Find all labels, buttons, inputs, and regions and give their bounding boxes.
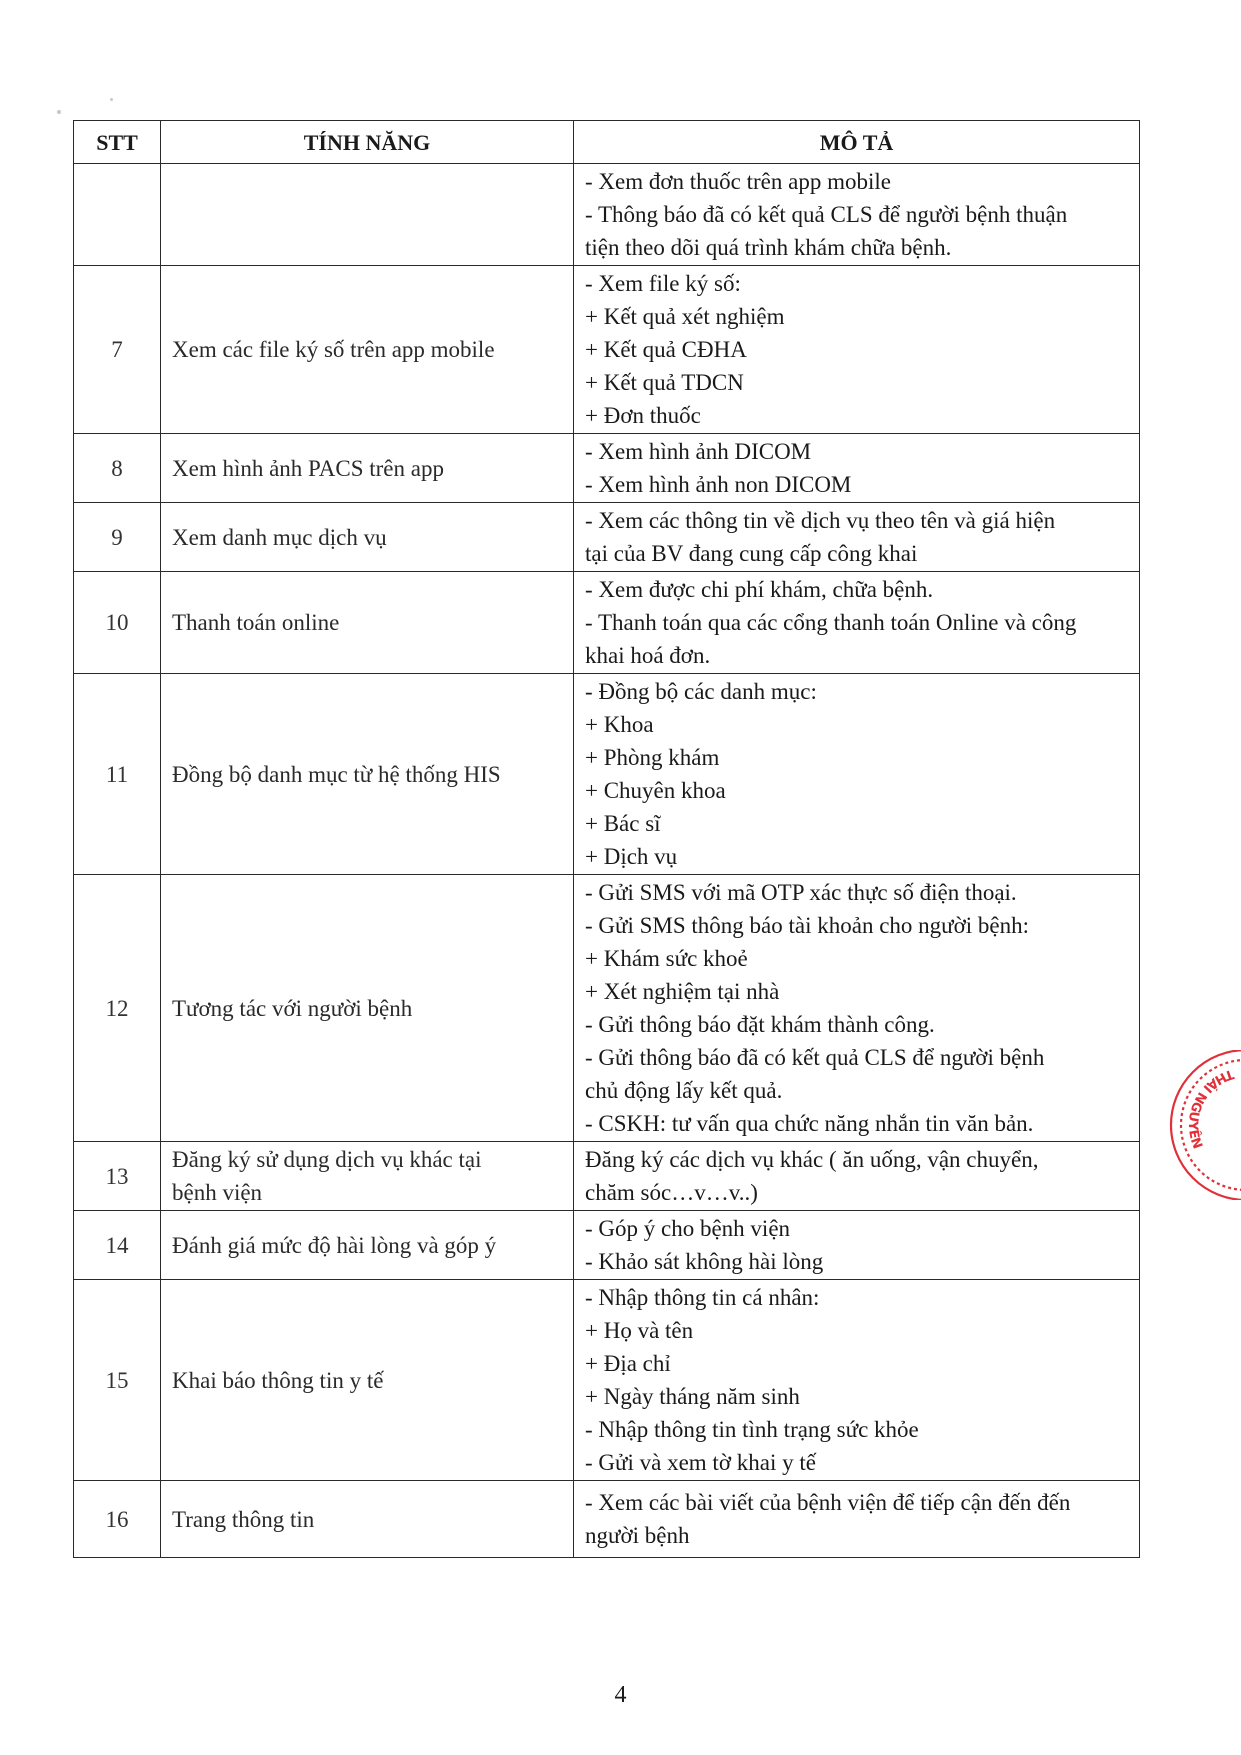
description-line: tiện theo dõi quá trình khám chữa bệnh.	[585, 235, 952, 260]
row-stt: 13	[74, 1142, 161, 1211]
description-line: - Gửi SMS với mã OTP xác thực số điện thoại.	[585, 880, 1017, 905]
row-stt: 10	[74, 572, 161, 674]
table-row	[74, 674, 1140, 875]
description-line: - Thông báo đã có kết quả CLS để người bệnh thuận	[585, 202, 1068, 227]
description-line: + Khoa	[585, 712, 654, 737]
feature-text: Trang thông tin	[172, 1506, 315, 1532]
description-line: Đăng ký các dịch vụ khác ( ăn uống, vận chuyển,	[585, 1147, 1039, 1172]
description-line: - Xem các bài viết của bệnh viện để tiếp cận đến đến	[585, 1490, 1071, 1515]
row-stt: 14	[74, 1211, 161, 1280]
feature-text: Xem các file ký số trên app mobile	[172, 337, 495, 362]
row-stt: 15	[74, 1280, 161, 1481]
description-line: + Đơn thuốc	[585, 403, 701, 428]
row-description	[574, 1211, 1140, 1280]
table-body	[74, 164, 1140, 1558]
row-description	[574, 1481, 1140, 1558]
page-number: 4	[614, 1682, 627, 1708]
header-feature: TÍNH NĂNG	[161, 121, 574, 164]
row-feature	[161, 503, 574, 572]
description-line: + Địa chỉ	[585, 1351, 671, 1376]
description-line: + Phòng khám	[585, 745, 720, 770]
feature-text: Đánh giá mức độ hài lòng và góp ý	[172, 1232, 497, 1258]
description-line: - Gửi SMS thông báo tài khoản cho người bệnh:	[585, 913, 1030, 938]
table-row	[74, 1280, 1140, 1481]
feature-text: Xem hình ảnh PACS trên app	[172, 455, 444, 481]
description-line: - Nhập thông tin cá nhân:	[585, 1285, 820, 1310]
description-line: chăm sóc…v…v..)	[585, 1180, 758, 1205]
row-feature	[161, 875, 574, 1142]
row-stt: 7	[74, 266, 161, 434]
row-description	[574, 875, 1140, 1142]
header-description: MÔ TẢ	[574, 121, 1140, 164]
description-line: - Nhập thông tin tình trạng sức khỏe	[585, 1417, 919, 1442]
table-row	[74, 266, 1140, 434]
row-stt: 12	[74, 875, 161, 1142]
description-line: chủ động lấy kết quả.	[585, 1078, 783, 1103]
description-line: - Góp ý cho bệnh viện	[585, 1216, 791, 1241]
header-stt: STT	[74, 121, 161, 164]
description-line: + Chuyên khoa	[585, 778, 726, 803]
description-line: + Xét nghiệm tại nhà	[585, 979, 780, 1004]
row-stt: 8	[74, 434, 161, 503]
row-description	[574, 674, 1140, 875]
row-feature	[161, 164, 574, 266]
row-description	[574, 164, 1140, 266]
description-line: - Đồng bộ các danh mục:	[585, 679, 817, 704]
feature-text: Đăng ký sử dụng dịch vụ khác tại	[172, 1147, 482, 1172]
feature-text: Đồng bộ danh mục từ hệ thống HIS	[172, 761, 501, 787]
description-line: + Họ và tên	[585, 1318, 694, 1343]
feature-text: Khai báo thông tin y tế	[172, 1367, 384, 1393]
features-table	[73, 120, 1140, 1558]
description-line: + Khám sức khoẻ	[585, 946, 748, 971]
feature-text: Tương tác với người bệnh	[172, 995, 413, 1021]
description-line: - Gửi thông báo đã có kết quả CLS để người bệnh	[585, 1045, 1045, 1070]
row-feature	[161, 572, 574, 674]
table-row	[74, 572, 1140, 674]
scan-speck	[57, 110, 61, 114]
description-line: - Xem đơn thuốc trên app mobile	[585, 169, 891, 194]
description-line: - CSKH: tư vấn qua chức năng nhắn tin văn bản.	[585, 1111, 1034, 1136]
row-description	[574, 572, 1140, 674]
description-line: - Xem hình ảnh DICOM	[585, 439, 812, 464]
row-feature	[161, 1142, 574, 1211]
table-row	[74, 434, 1140, 503]
row-feature	[161, 266, 574, 434]
description-line: + Kết quả xét nghiệm	[585, 304, 785, 329]
row-stt: 16	[74, 1481, 161, 1558]
row-description	[574, 503, 1140, 572]
stamp-lettering: THÁI NGUYÊN	[1184, 1065, 1236, 1152]
description-line: khai hoá đơn.	[585, 643, 711, 668]
description-line: + Dịch vụ	[585, 844, 678, 869]
table-row	[74, 503, 1140, 572]
feature-text: bệnh viện	[172, 1180, 263, 1205]
description-line: - Thanh toán qua các cổng thanh toán Online và công	[585, 610, 1077, 635]
row-description	[574, 266, 1140, 434]
row-description	[574, 1142, 1140, 1211]
table-row	[74, 1142, 1140, 1211]
description-line: - Gửi và xem tờ khai y tế	[585, 1450, 816, 1475]
description-line: - Khảo sát không hài lòng	[585, 1249, 824, 1274]
row-description	[574, 1280, 1140, 1481]
description-line: - Xem file ký số:	[585, 271, 741, 296]
description-line: - Xem hình ảnh non DICOM	[585, 472, 852, 497]
description-line: + Kết quả TDCN	[585, 370, 744, 395]
description-line: người bệnh	[585, 1523, 690, 1548]
scan-speck	[110, 98, 113, 101]
feature-text: Xem danh mục dịch vụ	[172, 524, 387, 550]
description-line: + Ngày tháng năm sinh	[585, 1384, 800, 1409]
row-feature	[161, 1280, 574, 1481]
table-row	[74, 875, 1140, 1142]
row-description	[574, 434, 1140, 503]
description-line: + Kết quả CĐHA	[585, 337, 747, 362]
table-row	[74, 1211, 1140, 1280]
red-seal-stamp	[1160, 1050, 1241, 1200]
row-stt: 9	[74, 503, 161, 572]
description-line: tại của BV đang cung cấp công khai	[585, 541, 918, 566]
table-row	[74, 1481, 1140, 1558]
description-line: - Gửi thông báo đặt khám thành công.	[585, 1012, 935, 1037]
table-header-row	[74, 121, 1140, 164]
table-row	[74, 164, 1140, 266]
row-feature	[161, 674, 574, 875]
description-line: - Xem các thông tin về dịch vụ theo tên và giá hiện	[585, 508, 1056, 533]
row-feature	[161, 434, 574, 503]
row-stt: 11	[74, 674, 161, 875]
row-feature	[161, 1211, 574, 1280]
row-feature	[161, 1481, 574, 1558]
feature-text: Thanh toán online	[172, 610, 340, 635]
description-line: - Xem được chi phí khám, chữa bệnh.	[585, 577, 934, 602]
description-line: + Bác sĩ	[585, 811, 661, 836]
row-stt	[74, 164, 161, 266]
